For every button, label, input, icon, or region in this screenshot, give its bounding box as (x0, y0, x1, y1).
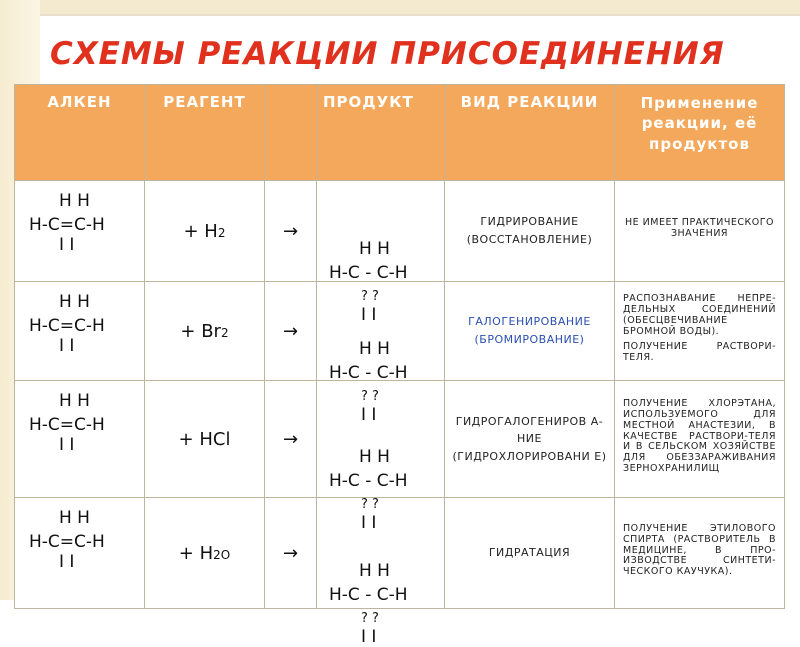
table-row (15, 381, 785, 498)
reaction-type-line: (ГИДРОХЛОРИРОВАНИ Е) (452, 449, 607, 463)
alkene-bonds: I I (59, 552, 75, 572)
alkene-top: H H (59, 292, 90, 312)
alkene-formula: H-C=C-H (29, 532, 105, 552)
application-cell (615, 181, 785, 282)
reaction-type-cell (445, 381, 615, 498)
arrow-icon: → (282, 220, 299, 242)
reaction-type-cell (445, 282, 615, 381)
product-substituents: ? ? (361, 389, 379, 404)
arrow-cell (265, 282, 317, 381)
product-substituents: ? ? (361, 497, 379, 512)
alkene-structure (15, 498, 144, 608)
table-row (15, 181, 785, 282)
page-title: СХЕМЫ РЕАКЦИИ ПРИСОЕДИНЕНИЯ (50, 36, 725, 72)
reagent-subscript: 2 (220, 325, 229, 340)
reagent-text: + HCl (178, 428, 231, 450)
reagent-cell (145, 381, 265, 498)
alkene-cell (15, 181, 145, 282)
top-decor (40, 0, 800, 14)
reagent-cell (145, 282, 265, 381)
product-top: H H (359, 561, 390, 581)
reagent-subscript: 2 (217, 225, 226, 240)
alkene-structure (15, 381, 144, 497)
alkene-bonds: I I (59, 435, 75, 455)
reagent-cell (145, 181, 265, 282)
product-bonds: I I (361, 305, 377, 325)
product-substituents: ? ? (361, 289, 379, 304)
reaction-type-line: ГИДРАТАЦИЯ (488, 546, 571, 560)
application-cell (615, 498, 785, 609)
application-text: НЕ ИМЕЕТ ПРАКТИЧЕСКОГО ЗНАЧЕНИЯ (625, 217, 774, 239)
alkene-formula: H-C=C-H (29, 415, 105, 435)
reagent-subscript: 2O (213, 547, 231, 562)
application-text: ПОЛУЧЕНИЕ РАСТВОРИ-ТЕЛЯ. (623, 340, 776, 363)
reagent-cell (145, 498, 265, 609)
header-arrow-col (265, 85, 317, 181)
alkene-formula: H-C=C-H (29, 316, 105, 336)
reaction-type-line: (ВОССТАНОВЛЕНИЕ) (466, 233, 593, 246)
product-formula: H-C - C-H (329, 363, 408, 383)
product-substituents: ? ? (361, 611, 379, 626)
arrow-cell (265, 381, 317, 498)
product-cell (317, 282, 445, 425)
alkene-top: H H (59, 191, 90, 211)
reaction-type-line: ГИДРОГАЛОГЕНИРОВ А- (455, 414, 604, 428)
reaction-type-line: ГАЛОГЕНИРОВАНИЕ (468, 315, 591, 329)
reagent-text: + Br (180, 320, 221, 342)
reaction-type-line: ГИДРИРОВАНИЕ (480, 215, 579, 229)
reagent-text: + H (178, 542, 214, 564)
reaction-type-line: (БРОМИРОВАНИЕ) (474, 333, 585, 346)
alkene-top: H H (59, 391, 90, 411)
application-cell (615, 282, 785, 381)
arrow-icon: → (282, 542, 299, 564)
reactions-table (14, 84, 785, 647)
table-row (15, 498, 785, 609)
alkene-top: H H (59, 508, 90, 528)
arrow-cell (265, 181, 317, 282)
table-row (15, 282, 785, 381)
product-formula: H-C - C-H (329, 263, 408, 283)
product-formula: H-C - C-H (329, 585, 408, 605)
alkene-bonds: I I (59, 235, 75, 255)
product-bonds: I I (361, 513, 377, 533)
product-cell (317, 181, 445, 325)
application-text: РАСПОЗНАВАНИЕ НЕПРЕ-ДЕЛЬНЫХ СОЕДИНЕНИЙ (ОБЕСЦВЕЧИВАНИЕ БРОМНОЙ ВОДЫ). (623, 293, 776, 337)
reaction-type-cell (445, 498, 615, 609)
product-formula: H-C - C-H (329, 471, 408, 491)
header-alkene: АЛКЕН (15, 85, 145, 181)
alkene-cell (15, 282, 145, 381)
product-bonds: I I (361, 627, 377, 647)
arrow-icon: → (282, 320, 299, 342)
product-bonds: I I (361, 405, 377, 425)
reaction-type-cell (445, 181, 615, 282)
alkene-structure (15, 282, 144, 380)
alkene-formula: H-C=C-H (29, 215, 105, 235)
reaction-type-line: НИЕ (517, 432, 542, 446)
table-header-row (15, 85, 785, 181)
product-top: H H (359, 239, 390, 259)
arrow-icon: → (282, 428, 299, 450)
product-top: H H (359, 339, 390, 359)
header-reagent: РЕАГЕНТ (145, 85, 265, 181)
product-cell (317, 381, 445, 533)
application-cell (615, 381, 785, 498)
header-product: ПРОДУКТ (317, 85, 445, 181)
alkene-bonds: I I (59, 336, 75, 356)
application-text: ПОЛУЧЕНИЕ ХЛОРЭТАНА, ИСПОЛЬЗУЕМОГО ДЛЯ МЕСТНОЙ АНАСТЕЗИИ, В КАЧЕСТВЕ РАСТВОРИ-ТЕЛЯ И В СЕЛЬСКОМ ХОЗЯЙСТВЕ ДЛЯ ОБЕЗЗАРАЖИВАНИЯ ЗЕРНОХРАНИЛИЩ (623, 397, 776, 475)
product-top: H H (359, 447, 390, 467)
product-cell (317, 498, 445, 647)
header-application: Применение реакции, её продуктов (615, 85, 785, 181)
application-text: ПОЛУЧЕНИЕ ЭТИЛОВОГО СПИРТА (РАСТВОРИТЕЛЬ В МЕДИЦИНЕ, В ПРО-ИЗВОДСТВЕ СИНТЕТИ-ЧЕСКОГО КАУЧУКА). (623, 522, 776, 578)
alkene-structure (15, 181, 144, 281)
header-type: ВИД РЕАКЦИИ (445, 85, 615, 181)
alkene-cell (15, 498, 145, 609)
arrow-cell (265, 498, 317, 609)
reagent-text: + H (183, 220, 218, 242)
alkene-cell (15, 381, 145, 498)
